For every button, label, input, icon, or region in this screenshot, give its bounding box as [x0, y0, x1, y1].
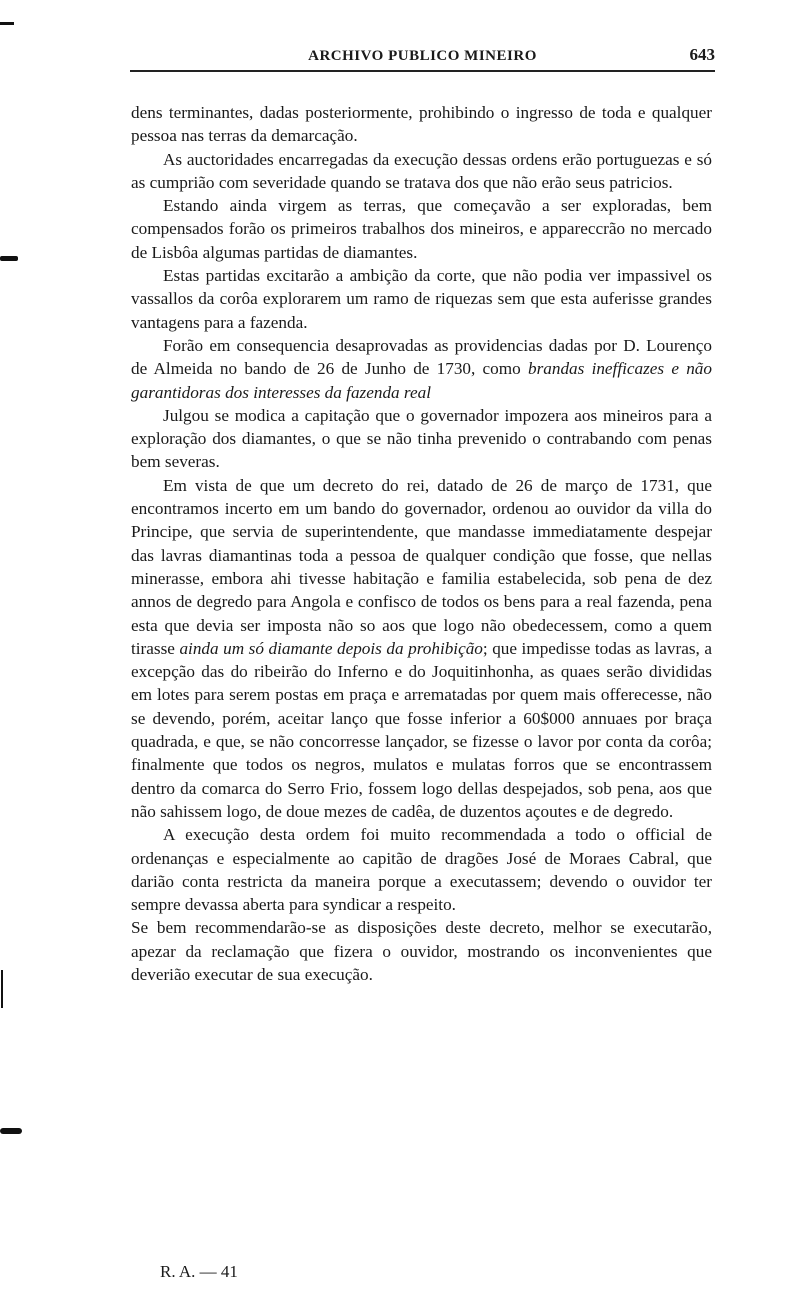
paragraph: [131, 194, 712, 264]
paragraph-text: Se bem recommendarão-se as disposições deste decreto, melhor se executarão, apezar da reclamação que fizera o ouvidor, mostrando os inconvenientes que deverião executar de sua execução.: [131, 918, 712, 984]
running-head-title: ARCHIVO PUBLICO MINEIRO: [308, 48, 537, 64]
paragraph: [131, 148, 712, 195]
paragraph: [131, 404, 712, 474]
page-number: 643: [689, 45, 715, 64]
paragraph: [131, 474, 712, 823]
paragraph: [131, 334, 712, 404]
body-text: [131, 101, 712, 986]
running-header: [130, 44, 715, 70]
paragraph: [131, 264, 712, 334]
paragraph-text: Forão em consequencia desaprovadas as providencias dadas por D. Lourenço de Almeida no bando de 26 de Junho de 1730, como: [131, 335, 712, 379]
paragraph-text: Estando ainda virgem as terras, que começavão a ser exploradas, bem compensados forão os primeiros trabalhos dos mineiros, e appareccrão no mercado de Lisbôa algumas partidas de diamantes.: [131, 196, 712, 262]
paragraph-text: A execução desta ordem foi muito recommendada a todo o official de ordenanças e especialmente ao capitão de dragões José de Moraes Cabral, que darião conta restricta da maneira porque a executassem; devendo o ouvidor ter sempre devassa aberta para syndicar a respeito.: [131, 825, 712, 915]
margin-mark: [1, 970, 3, 1008]
margin-mark: [0, 256, 18, 261]
margin-mark: [0, 22, 14, 25]
paragraph-text: dens terminantes, dadas posteriormente, prohibindo o ingresso de toda e qualquer pessoa nas terras da demarcação.: [131, 103, 712, 146]
italic-text: brandas inefficazes e não garantidoras dos interesses da fazenda real: [131, 359, 712, 402]
header-rule: [130, 70, 715, 72]
paragraph-text: As auctoridades encarregadas da execução dessas ordens erão portuguezas e só as cumprião com severidade quando se tratava dos que não erão seus patricios.: [131, 149, 712, 192]
paragraph-text: Em vista de que um decreto do rei, datado de 26 de março de 1731, que encontramos incerto em um bando do governador, ordenou ao ouvidor da villa do Principe, que servia de superintendente, que mandasse immediatamente despejar das lavras diamantinas toda a pessoa de qualquer condição que fosse, que nellas minerasse, embora ahi tivesse habitação e familia estabelecida, sob pena de dez annos de degredo para Angola e confisco de todos os bens para a real fazenda, pena esta que devia ser imposta não so aos que logo não obedecessem, como a quem tirasse: [131, 475, 712, 658]
signature-mark: R. A. — 41: [160, 1262, 238, 1281]
paragraph: [131, 916, 712, 986]
paragraph: [131, 823, 712, 916]
margin-mark: [0, 1128, 22, 1134]
paragraph-text: ; que impedisse todas as lavras, a excepção das do ribeirão do Inferno e do Joquitinhonha, as quaes serão divididas em lotes para serem postas em praça e arrematadas por quem mais offerecesse, não se devendo, porém, aceitar lanço que fosse inferior a 60$000 annuaes por braça quadrada, e que, se não concorresse lançador, se fizesse o lavor por conta da corôa; finalmente que todos os negros, mulatos e mulatas forros que se encontrassem dentro da comarca do Serro Frio, fossem logo dellas despejados, sob pena, aos que não sahissem logo, de doue mezes de cadêa, de duzentos açoutes e de degredo.: [131, 638, 712, 821]
paragraph-text: Estas partidas excitarão a ambição da corte, que não podia ver impassivel os vassallos da corôa explorarem um ramo de riquezas sem que esta auferisse grandes vantagens para a fazenda.: [131, 266, 712, 332]
italic-text: ainda um só diamante depois da prohibição: [179, 638, 483, 658]
paragraph-text: Julgou se modica a capitação que o governador impozera aos mineiros para a exploração dos diamantes, o que se não tinha prevenido o contrabando com penas bem severas.: [131, 405, 712, 472]
paragraph: [131, 101, 712, 148]
